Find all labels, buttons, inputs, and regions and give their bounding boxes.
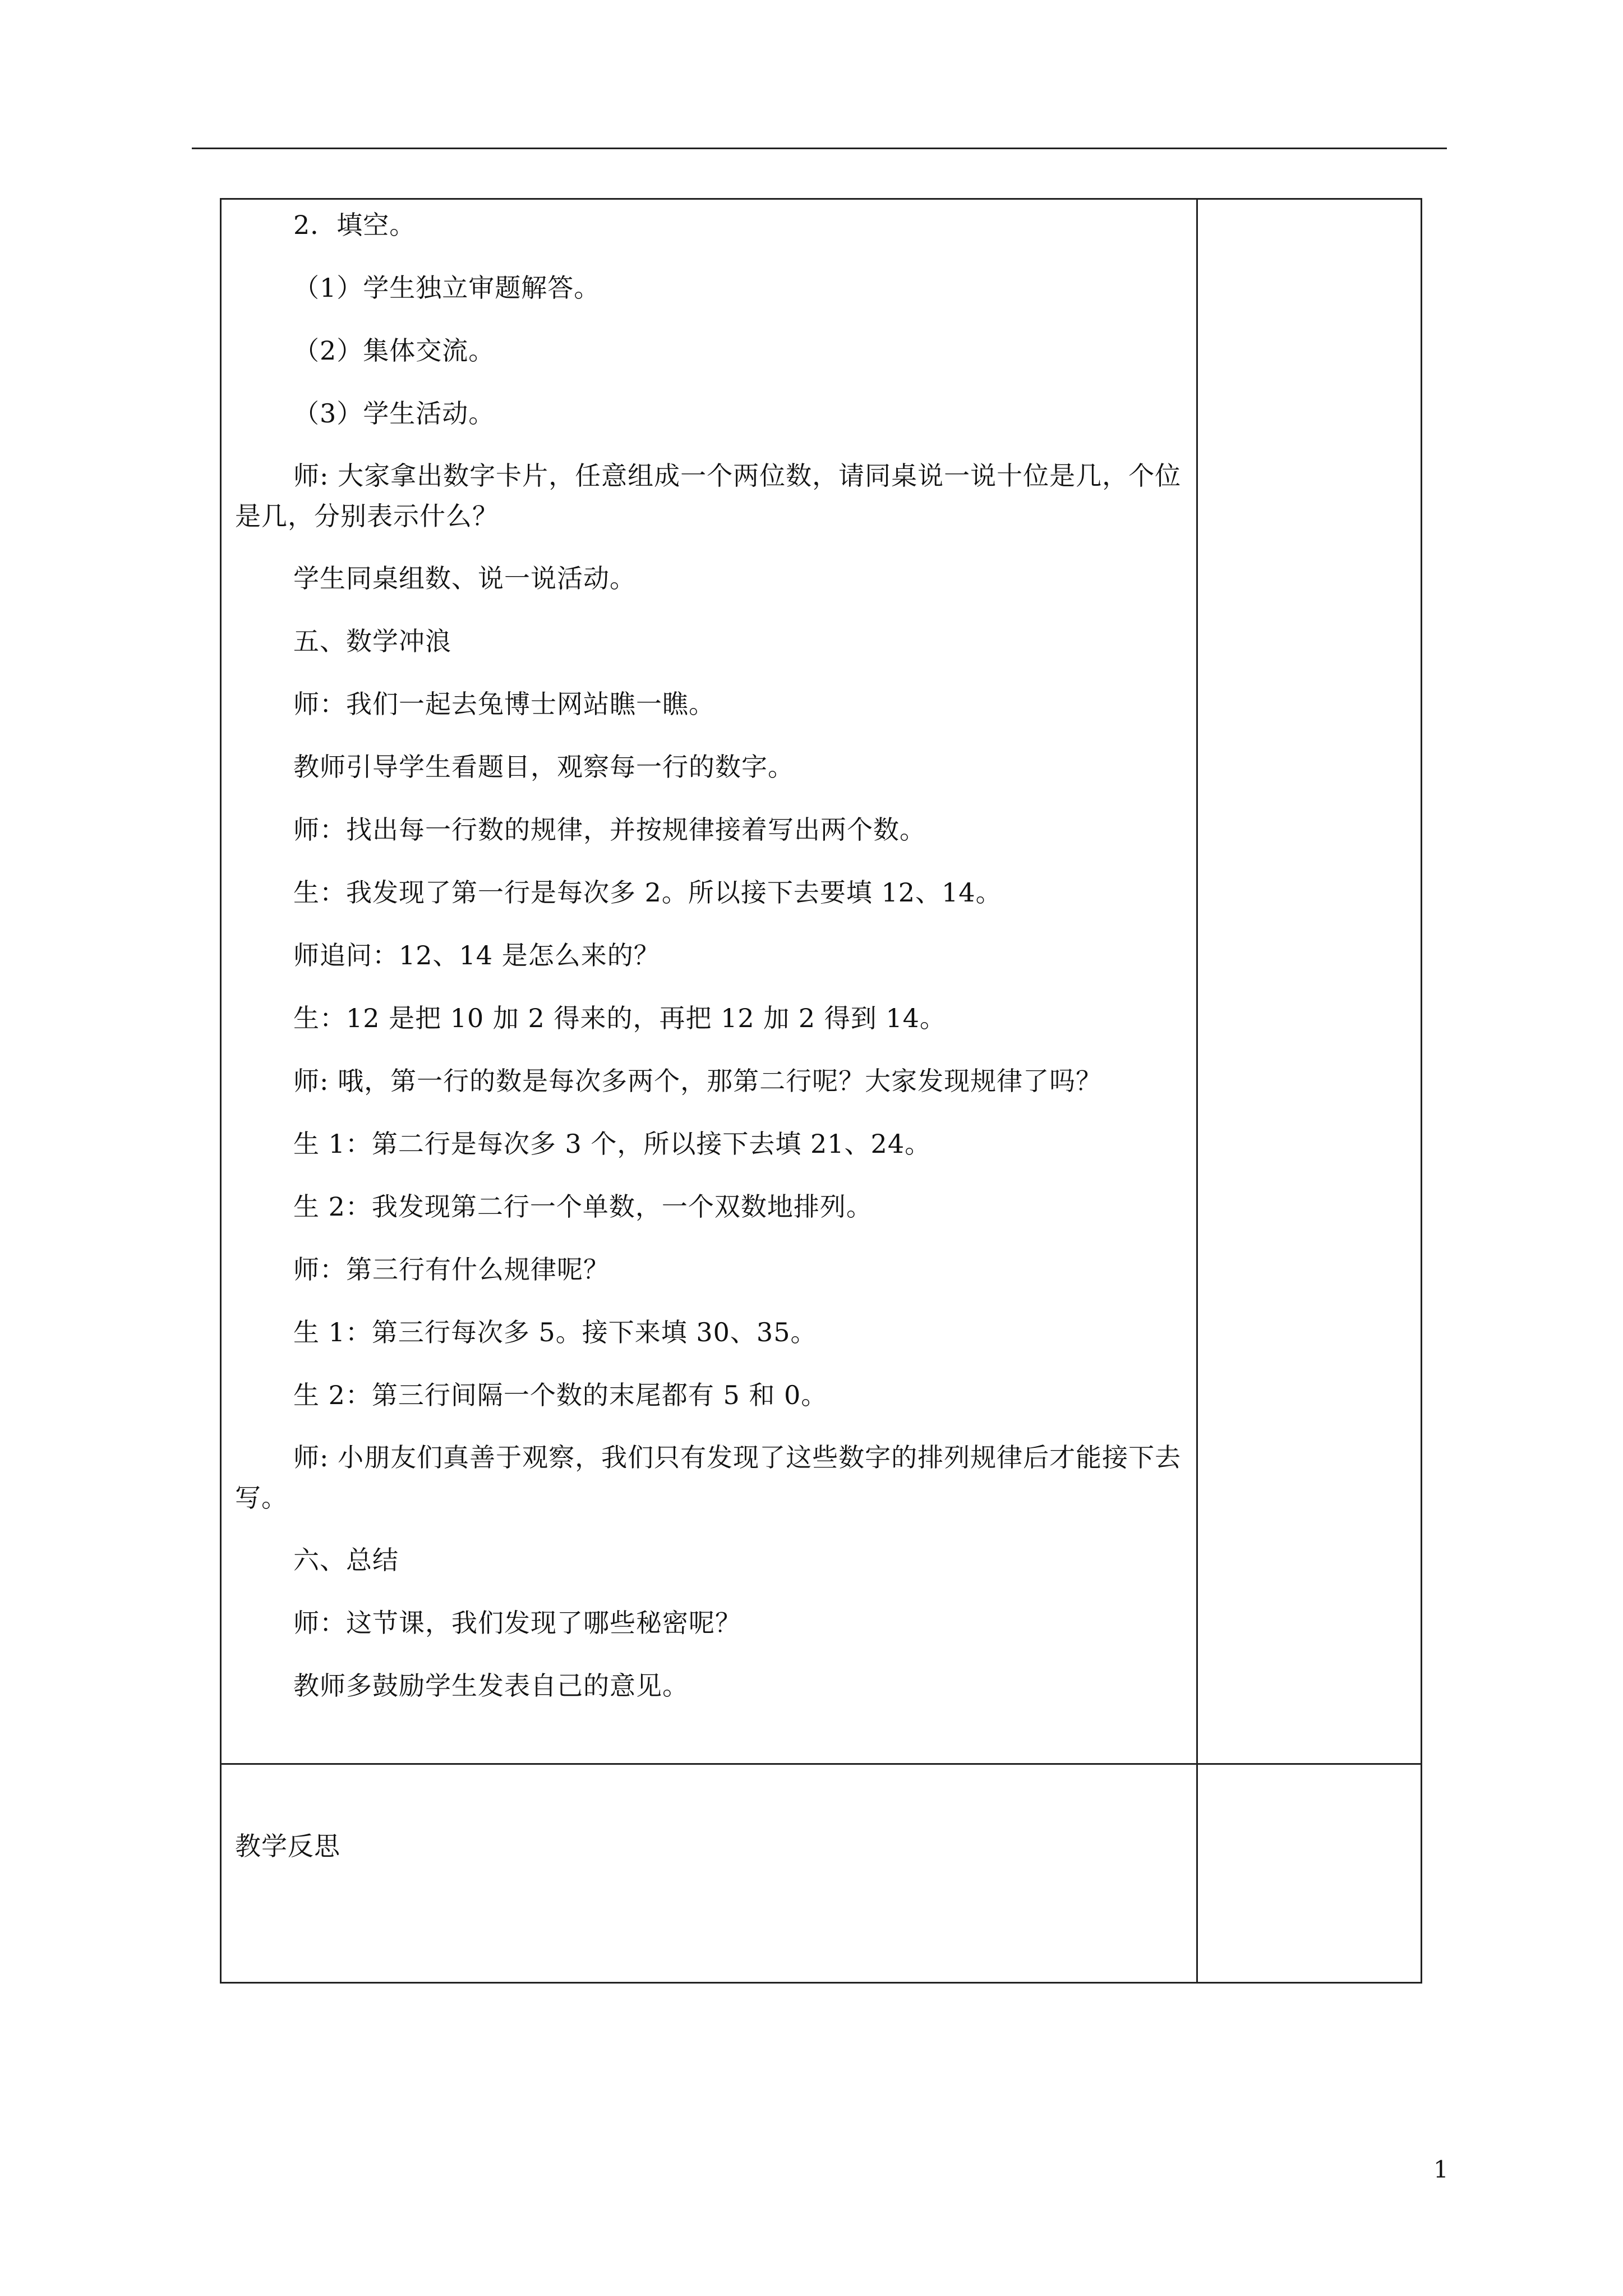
paragraph-step-3: （3）学生活动。 <box>293 398 495 429</box>
paragraph-student1-row2: 生 1：第二行是每次多 3 个，所以接下去填 21、24。 <box>293 1129 932 1159</box>
paragraph-teacher-praise: 师: 小朋友们真善于观察，我们只有发现了这些数字的排列规律后才能接下去写。 <box>235 1442 1182 1513</box>
page-number: 1 <box>1433 2156 1449 2183</box>
paragraph-teacher-row3: 师：第三行有什么规律呢？ <box>293 1254 610 1285</box>
paragraph-student1-row3: 生 1：第三行每次多 5。接下来填 30、35。 <box>293 1317 817 1347</box>
paragraph-teacher-followup: 师追问：12、14 是怎么来的？ <box>293 940 660 970</box>
paragraph-student-activity: 学生同桌组数、说一说活动。 <box>293 563 636 593</box>
lesson-content-cell <box>235 204 1183 1728</box>
paragraph-teacher-row2: 师: 哦，第一行的数是每次多两个，那第二行呢？大家发现规律了吗？ <box>293 1066 1103 1096</box>
paragraph-student-row1: 生：我发现了第一行是每次多 2。所以接下去要填 12、14。 <box>293 877 1002 908</box>
paragraph-teacher-website: 师：我们一起去兔博士网站瞧一瞧。 <box>293 689 715 719</box>
table-column-divider <box>1196 200 1198 1982</box>
table-row-divider <box>222 1763 1421 1765</box>
paragraph-student2-row3: 生 2：第三行间隔一个数的末尾都有 5 和 0。 <box>293 1380 828 1410</box>
paragraph-teacher-secret: 师：这节课，我们发现了哪些秘密呢？ <box>293 1608 741 1638</box>
paragraph-teacher-cards: 师: 大家拿出数字卡片，任意组成一个两位数，请同桌说一说十位是几，个位是几，分别表示什么？ <box>235 461 1182 531</box>
teaching-reflection-label: 教学反思 <box>235 1831 340 1861</box>
paragraph-fill-blank: 2．填空。 <box>293 210 416 240</box>
section-heading-math-surf: 五、数学冲浪 <box>293 626 451 656</box>
paragraph-teacher-guide: 教师引导学生看题目，观察每一行的数字。 <box>293 752 794 782</box>
header-rule <box>192 148 1447 149</box>
paragraph-teacher-pattern: 师：找出每一行数的规律，并按规律接着写出两个数。 <box>293 815 926 845</box>
section-heading-summary: 六、总结 <box>293 1545 399 1575</box>
lesson-plan-table <box>220 198 1422 1984</box>
paragraph-student2-row2: 生 2：我发现第二行一个单数，一个双数地排列。 <box>293 1191 873 1222</box>
paragraph-teacher-encourage: 教师多鼓励学生发表自己的意见。 <box>293 1671 689 1701</box>
paragraph-step-1: （1）学生独立审题解答。 <box>293 273 601 303</box>
paragraph-student-explain: 生：12 是把 10 加 2 得来的，再把 12 加 2 得到 14。 <box>293 1003 946 1033</box>
paragraph-step-2: （2）集体交流。 <box>293 335 495 366</box>
